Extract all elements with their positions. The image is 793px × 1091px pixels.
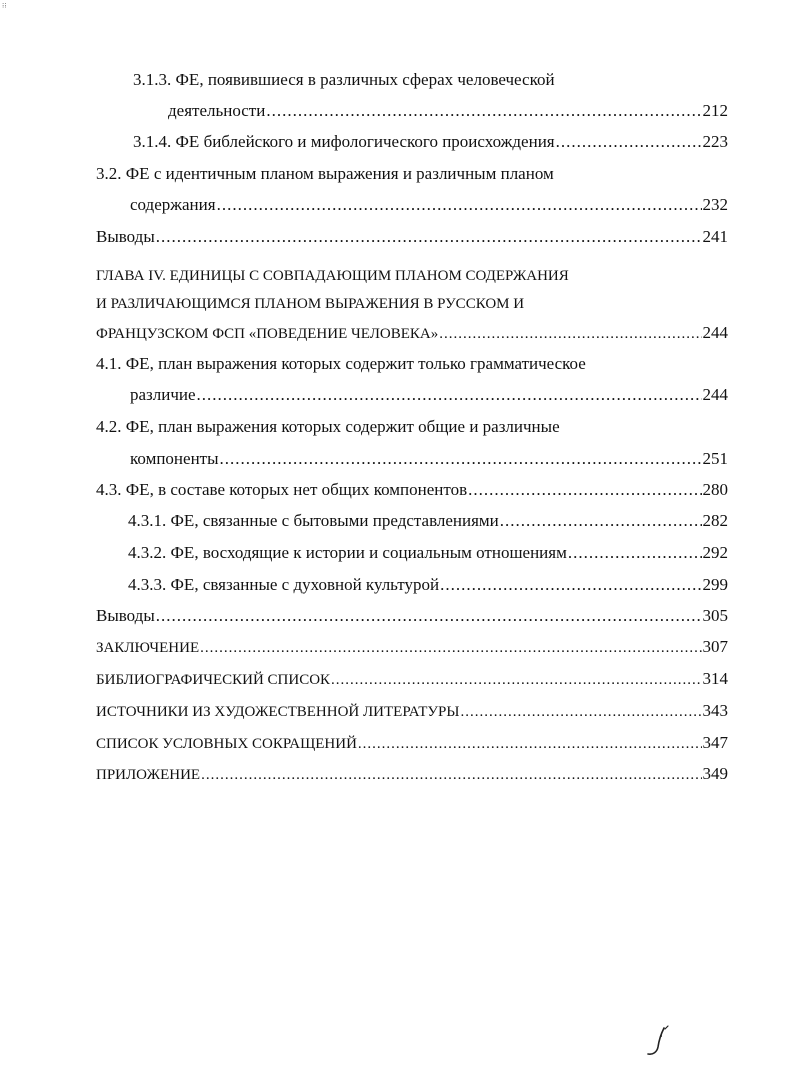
toc-page-number: 223	[702, 132, 728, 151]
toc-entry-title: различие	[130, 385, 196, 404]
toc-entry	[96, 699, 728, 723]
toc-entry-title: содержания	[130, 195, 216, 214]
handwritten-page-mark	[640, 1020, 680, 1060]
toc-entry-title: 3.1.4. ФЕ библейского и мифологического происхождения	[133, 132, 555, 151]
toc-entry-line: 3.1.3. ФЕ, появившиеся в различных сферах человеческой	[133, 70, 555, 89]
toc-entry	[128, 573, 728, 597]
toc-entry	[96, 635, 728, 659]
toc-entry-title: 4.3.1. ФЕ, связанные с бытовыми представлениями	[128, 511, 499, 530]
leader-dots	[460, 700, 701, 724]
toc-chapter-line: И РАЗЛИЧАЮЩИМСЯ ПЛАНОМ ВЫРАЖЕНИЯ В РУССКОМ И	[96, 296, 525, 312]
toc-entry-title: 4.3.3. ФЕ, связанные с духовной культурой	[128, 575, 440, 594]
leader-dots	[220, 447, 702, 471]
toc-entry-title: Выводы	[96, 606, 155, 625]
scan-corner-mark: ⁝⁝	[2, 2, 7, 10]
toc-entry	[96, 731, 728, 755]
leader-dots	[440, 573, 701, 597]
toc-entry-title: ЗАКЛЮЧЕНИЕ	[96, 640, 200, 656]
toc-entry-title: деятельности	[168, 101, 266, 120]
toc-page-number: 343	[702, 701, 728, 720]
toc-page-number: 349	[702, 764, 728, 783]
toc-page-number: 314	[702, 669, 728, 688]
toc-page-number: 244	[702, 323, 728, 342]
toc-entry	[133, 130, 728, 154]
toc-entry-title: СПИСОК УСЛОВНЫХ СОКРАЩЕНИЙ	[96, 736, 357, 752]
leader-dots	[439, 322, 701, 346]
toc-page-number: 347	[702, 733, 728, 752]
leader-dots	[201, 763, 701, 787]
leader-dots	[468, 478, 701, 502]
toc-entry-line: 3.2. ФЕ с идентичным планом выражения и различным планом	[96, 164, 554, 183]
toc-chapter-line: ГЛАВА IV. ЕДИНИЦЫ С СОВПАДАЮЩИМ ПЛАНОМ СОДЕРЖАНИЯ	[96, 268, 569, 284]
leader-dots	[156, 225, 702, 249]
toc-entry-title: ИСТОЧНИКИ ИЗ ХУДОЖЕСТВЕННОЙ ЛИТЕРАТУРЫ	[96, 704, 460, 720]
toc-page-number: 241	[702, 227, 728, 246]
leader-dots	[358, 732, 702, 756]
toc-entry-title: 4.3. ФЕ, в составе которых нет общих компонентов	[96, 480, 468, 499]
toc-entry-line: 4.1. ФЕ, план выражения которых содержит только грамматическое	[96, 354, 586, 373]
toc-page-number: 292	[702, 543, 728, 562]
toc-entry	[96, 225, 728, 249]
toc-entry	[128, 541, 728, 565]
toc-page-number: 307	[702, 637, 728, 656]
toc-entry-title: ПРИЛОЖЕНИЕ	[96, 767, 201, 783]
leader-dots	[568, 541, 702, 565]
toc-entry	[96, 667, 728, 691]
toc-entry-title: ФРАНЦУЗСКОМ ФСП «ПОВЕДЕНИЕ ЧЕЛОВЕКА»	[96, 326, 439, 342]
toc-entry	[96, 478, 728, 502]
toc-entry-line: 4.2. ФЕ, план выражения которых содержит общие и различные	[96, 417, 560, 436]
toc-entry	[130, 383, 728, 407]
toc-entry	[96, 762, 728, 786]
toc-page-number: 244	[702, 385, 728, 404]
toc-entry-title: БИБЛИОГРАФИЧЕСКИЙ СПИСОК	[96, 672, 331, 688]
toc-entry	[168, 99, 728, 123]
leader-dots	[500, 509, 702, 533]
leader-dots	[197, 383, 702, 407]
toc-entry	[130, 193, 728, 217]
leader-dots	[156, 604, 702, 628]
toc-entry	[128, 509, 728, 533]
toc-entry	[96, 604, 728, 628]
toc-page-number: 232	[702, 195, 728, 214]
leader-dots	[556, 130, 702, 154]
leader-dots	[200, 636, 701, 660]
toc-entry	[96, 321, 728, 345]
toc-page-number: 282	[702, 511, 728, 530]
toc-entry-title: 4.3.2. ФЕ, восходящие к истории и социальным отношениям	[128, 543, 567, 562]
toc-entry-title: компоненты	[130, 449, 219, 468]
toc-page-number: 299	[702, 575, 728, 594]
leader-dots	[266, 99, 701, 123]
toc-page-number: 305	[702, 606, 728, 625]
toc-page-number: 280	[702, 480, 728, 499]
toc-page-number: 251	[702, 449, 728, 468]
leader-dots	[217, 193, 702, 217]
leader-dots	[331, 668, 701, 692]
toc-entry	[130, 447, 728, 471]
toc-entry-title: Выводы	[96, 227, 155, 246]
toc-page-number: 212	[702, 101, 728, 120]
